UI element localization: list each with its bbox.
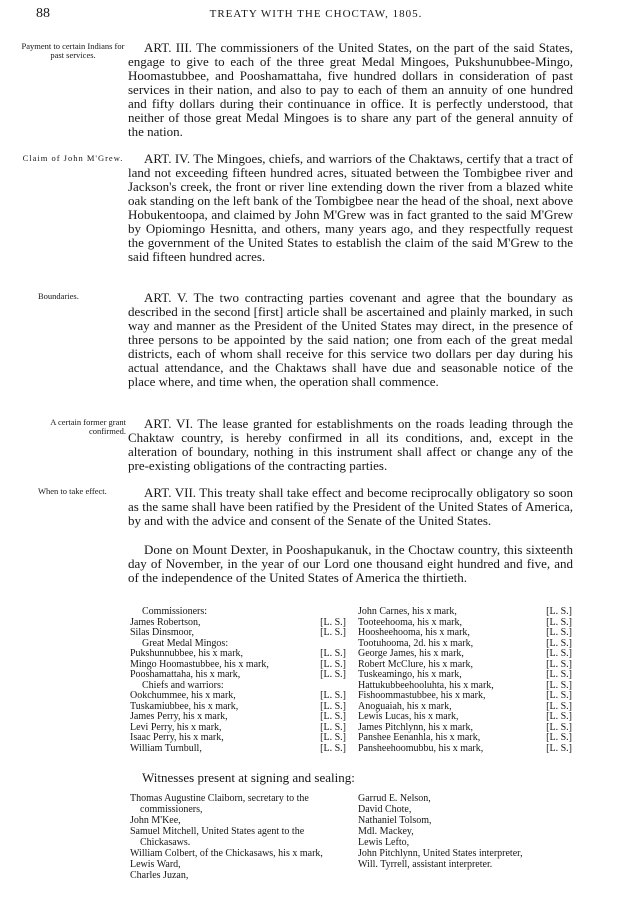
page-header — [36, 6, 596, 26]
witness-name: John Pitchlynn, United States interpreter, — [358, 848, 523, 859]
article-iii: ART. III. The commissioners of the United States, on the part of the said States, engage to give to each of the three great Medal Mingoes, Pukshunubbee-Mingo, Hoomastubbee, and Pooshamattaha, five hundred dollars in consideration of past services in their nation, and also to pay to each of them an annuity of one hundred and fifty dollars during their continuance in office. It is perfectly understood, that neither of those great Medal Mingoes is to share any part of the general annuity of the nation. — [128, 40, 573, 139]
signatory-name: James Pitchlynn, his x mark, — [358, 721, 473, 733]
signatory-name: James Robertson, — [130, 616, 201, 628]
signatory-name: Pooshamattaha, his x mark, — [130, 669, 241, 680]
signatory-name: John Carnes, his x mark, — [358, 606, 457, 617]
seal-mark: [L. S.] — [546, 658, 572, 670]
signatory-name: Mingo Hoomastubbee, his x mark, — [130, 658, 269, 670]
seal-mark: [L. S.] — [546, 690, 572, 701]
signatory-name: Anoguaiah, his x mark, — [358, 700, 452, 712]
signatory-name: Fishoommastubbee, his x mark, — [358, 690, 486, 701]
signatures-left-column — [130, 607, 346, 754]
signature-row — [130, 670, 346, 681]
signatory-name: Panshee Eenanhla, his x mark, — [358, 732, 481, 743]
seal-mark: [L. S.] — [320, 648, 346, 659]
signatures-right-column — [358, 607, 572, 754]
signatory-name: William Turnbull, — [130, 742, 202, 754]
seal-mark: [L. S.] — [320, 627, 346, 638]
signatory-name: Robert McClure, his x mark, — [358, 658, 473, 670]
done-at-paragraph: Done on Mount Dexter, in Pooshapukanuk, in the Choctaw country, this sixteenth day of November, in the year of our Lord one thousand eight hundred and five, and of the independence of the United States of America the thirtieth. — [128, 542, 573, 585]
article-iv: ART. IV. The Mingoes, chiefs, and warriors of the Chaktaws, certify that a tract of land not exceeding fifteen hundred acres, situated between the Tombigbee river and Jackson's creek, the front or river line extending down the river from a blazed white oak standing on the left bank of the Tombigbee near the head of the shoal, next above Hobukentoopa, and claimed by John M'Grew was in fact granted to the said M'Grew by Opiomingo Hesnitta, and others, many years ago, and they respectfully request the government of the United States to establish the claim of the said M'Grew to the said fifteen hundred acres. — [128, 151, 573, 264]
witnesses-heading: Witnesses present at signing and sealing: — [142, 770, 355, 785]
signatory-name: Lewis Lucas, his x mark, — [358, 711, 459, 722]
seal-mark: [L. S.] — [546, 669, 572, 680]
signatory-name: Ookchummee, his x mark, — [130, 690, 236, 701]
seal-mark: [L. S.] — [546, 700, 572, 712]
signatory-name: James Perry, his x mark, — [130, 711, 228, 722]
seal-mark: [L. S.] — [320, 669, 346, 680]
side-note-grant: A certain former grant confirmed. — [50, 417, 126, 436]
article-vi: ART. VI. The lease granted for establishments on the roads leading through the Chaktaw country, is hereby confirmed in all its conditions, and, except in the alteration of boundary, nothing in this instrument shall affect or change any of the pre-existing obligations of the contracting parties. — [128, 416, 573, 473]
article-v: ART. V. The two contracting parties covenant and agree that the boundary as described in the second [first] article shall be ascertained and plainly marked, in such way and manner as the President of the United States may direct, in the presence of three persons to be appointed by the said nation; one from each of the great medal districts, each of whom shall receive for this service two dollars per day during his actual attendance, and the Chaktaws shall have due and seasonable notice of the place where, and time when, the operation shall commence. — [128, 290, 573, 389]
side-note-payment: Payment to certain Indians for past services. — [21, 41, 125, 60]
running-title: TREATY WITH THE CHOCTAW, 1805. — [209, 8, 423, 20]
signatory-name: Tuskamiubbee, his x mark, — [130, 700, 239, 712]
witness-name: Charles Juzan, — [130, 870, 189, 881]
seal-mark: [L. S.] — [546, 711, 572, 722]
signatory-name: Tootuhooma, 2d. his x mark, — [358, 637, 474, 649]
signature-row — [130, 628, 346, 639]
seal-mark: [L. S.] — [320, 658, 346, 670]
witness-name: David Chote, — [358, 804, 412, 815]
seal-mark: [L. S.] — [546, 742, 572, 754]
seal-mark: [L. S.] — [546, 721, 572, 733]
seal-mark: [L. S.] — [546, 616, 572, 628]
seal-mark: [L. S.] — [546, 606, 572, 617]
signatory-name: Levi Perry, his x mark, — [130, 721, 222, 733]
page-number: 88 — [36, 6, 50, 21]
seal-mark: [L. S.] — [320, 616, 346, 628]
signatory-name: Tuskeamingo, his x mark, — [358, 669, 462, 680]
seal-mark: [L. S.] — [546, 627, 572, 638]
seal-mark: [L. S.] — [546, 637, 572, 649]
signature-group-heading: Chiefs and warriors: — [142, 679, 224, 691]
seal-mark: [L. S.] — [546, 732, 572, 743]
seal-mark: [L. S.] — [546, 648, 572, 659]
signature-row — [358, 744, 572, 755]
seal-mark: [L. S.] — [320, 711, 346, 722]
signature-row — [130, 744, 346, 755]
seal-mark: [L. S.] — [320, 732, 346, 743]
signatory-name: Hoosheehooma, his x mark, — [358, 627, 470, 638]
signature-group-heading: Commissioners: — [142, 606, 208, 617]
witness-name: Will. Tyrrell, assistant interpreter. — [358, 859, 493, 870]
seal-mark: [L. S.] — [320, 742, 346, 754]
witness-name: Lewis Ward, — [130, 859, 181, 870]
signatory-name: Isaac Perry, his x mark, — [130, 732, 224, 743]
witness-name: Nathaniel Tolsom, — [358, 815, 432, 826]
side-note-boundaries: Boundaries. — [38, 291, 79, 301]
witness-name: Thomas Augustine Claiborn, secretary to the commissioners, — [130, 793, 309, 815]
witness-name: William Colbert, of the Chickasaws, his x mark, — [130, 848, 323, 859]
signatory-name: Tooteehooma, his x mark, — [358, 616, 462, 628]
article-vii: ART. VII. This treaty shall take effect and become reciprocally obligatory so soon as the same shall have been ratified by the President of the United States of America, by and with the advice and consent of the Senate of the United States. — [128, 485, 573, 528]
witness-name: Lewis Lefto, — [358, 837, 410, 848]
seal-mark: [L. S.] — [320, 721, 346, 733]
signatory-name: Hattukubbeehooluhta, his x mark, — [358, 679, 494, 691]
seal-mark: [L. S.] — [320, 690, 346, 701]
signatory-name: Pansheehoomubbu, his x mark, — [358, 742, 484, 754]
signatory-name: George James, his x mark, — [358, 648, 464, 659]
side-note-claim: Claim of John M'Grew. — [22, 153, 124, 163]
signatory-name: Pukshunnubbee, his x mark, — [130, 648, 244, 659]
witness-name: Garrud E. Nelson, — [358, 793, 431, 804]
seal-mark: [L. S.] — [320, 700, 346, 712]
seal-mark: [L. S.] — [546, 679, 572, 691]
witness-name: John M'Kee, — [130, 815, 181, 826]
side-note-effect: When to take effect. — [38, 486, 107, 496]
witness-name: Mdl. Mackey, — [358, 826, 414, 837]
witness-name: Samuel Mitchell, United States agent to the Chickasaws. — [130, 826, 305, 848]
witnesses-right-column — [358, 793, 544, 870]
signature-group-heading: Great Medal Mingos: — [142, 637, 229, 649]
signatory-name: Silas Dinsmoor, — [130, 627, 195, 638]
witnesses-left-column — [130, 793, 346, 881]
